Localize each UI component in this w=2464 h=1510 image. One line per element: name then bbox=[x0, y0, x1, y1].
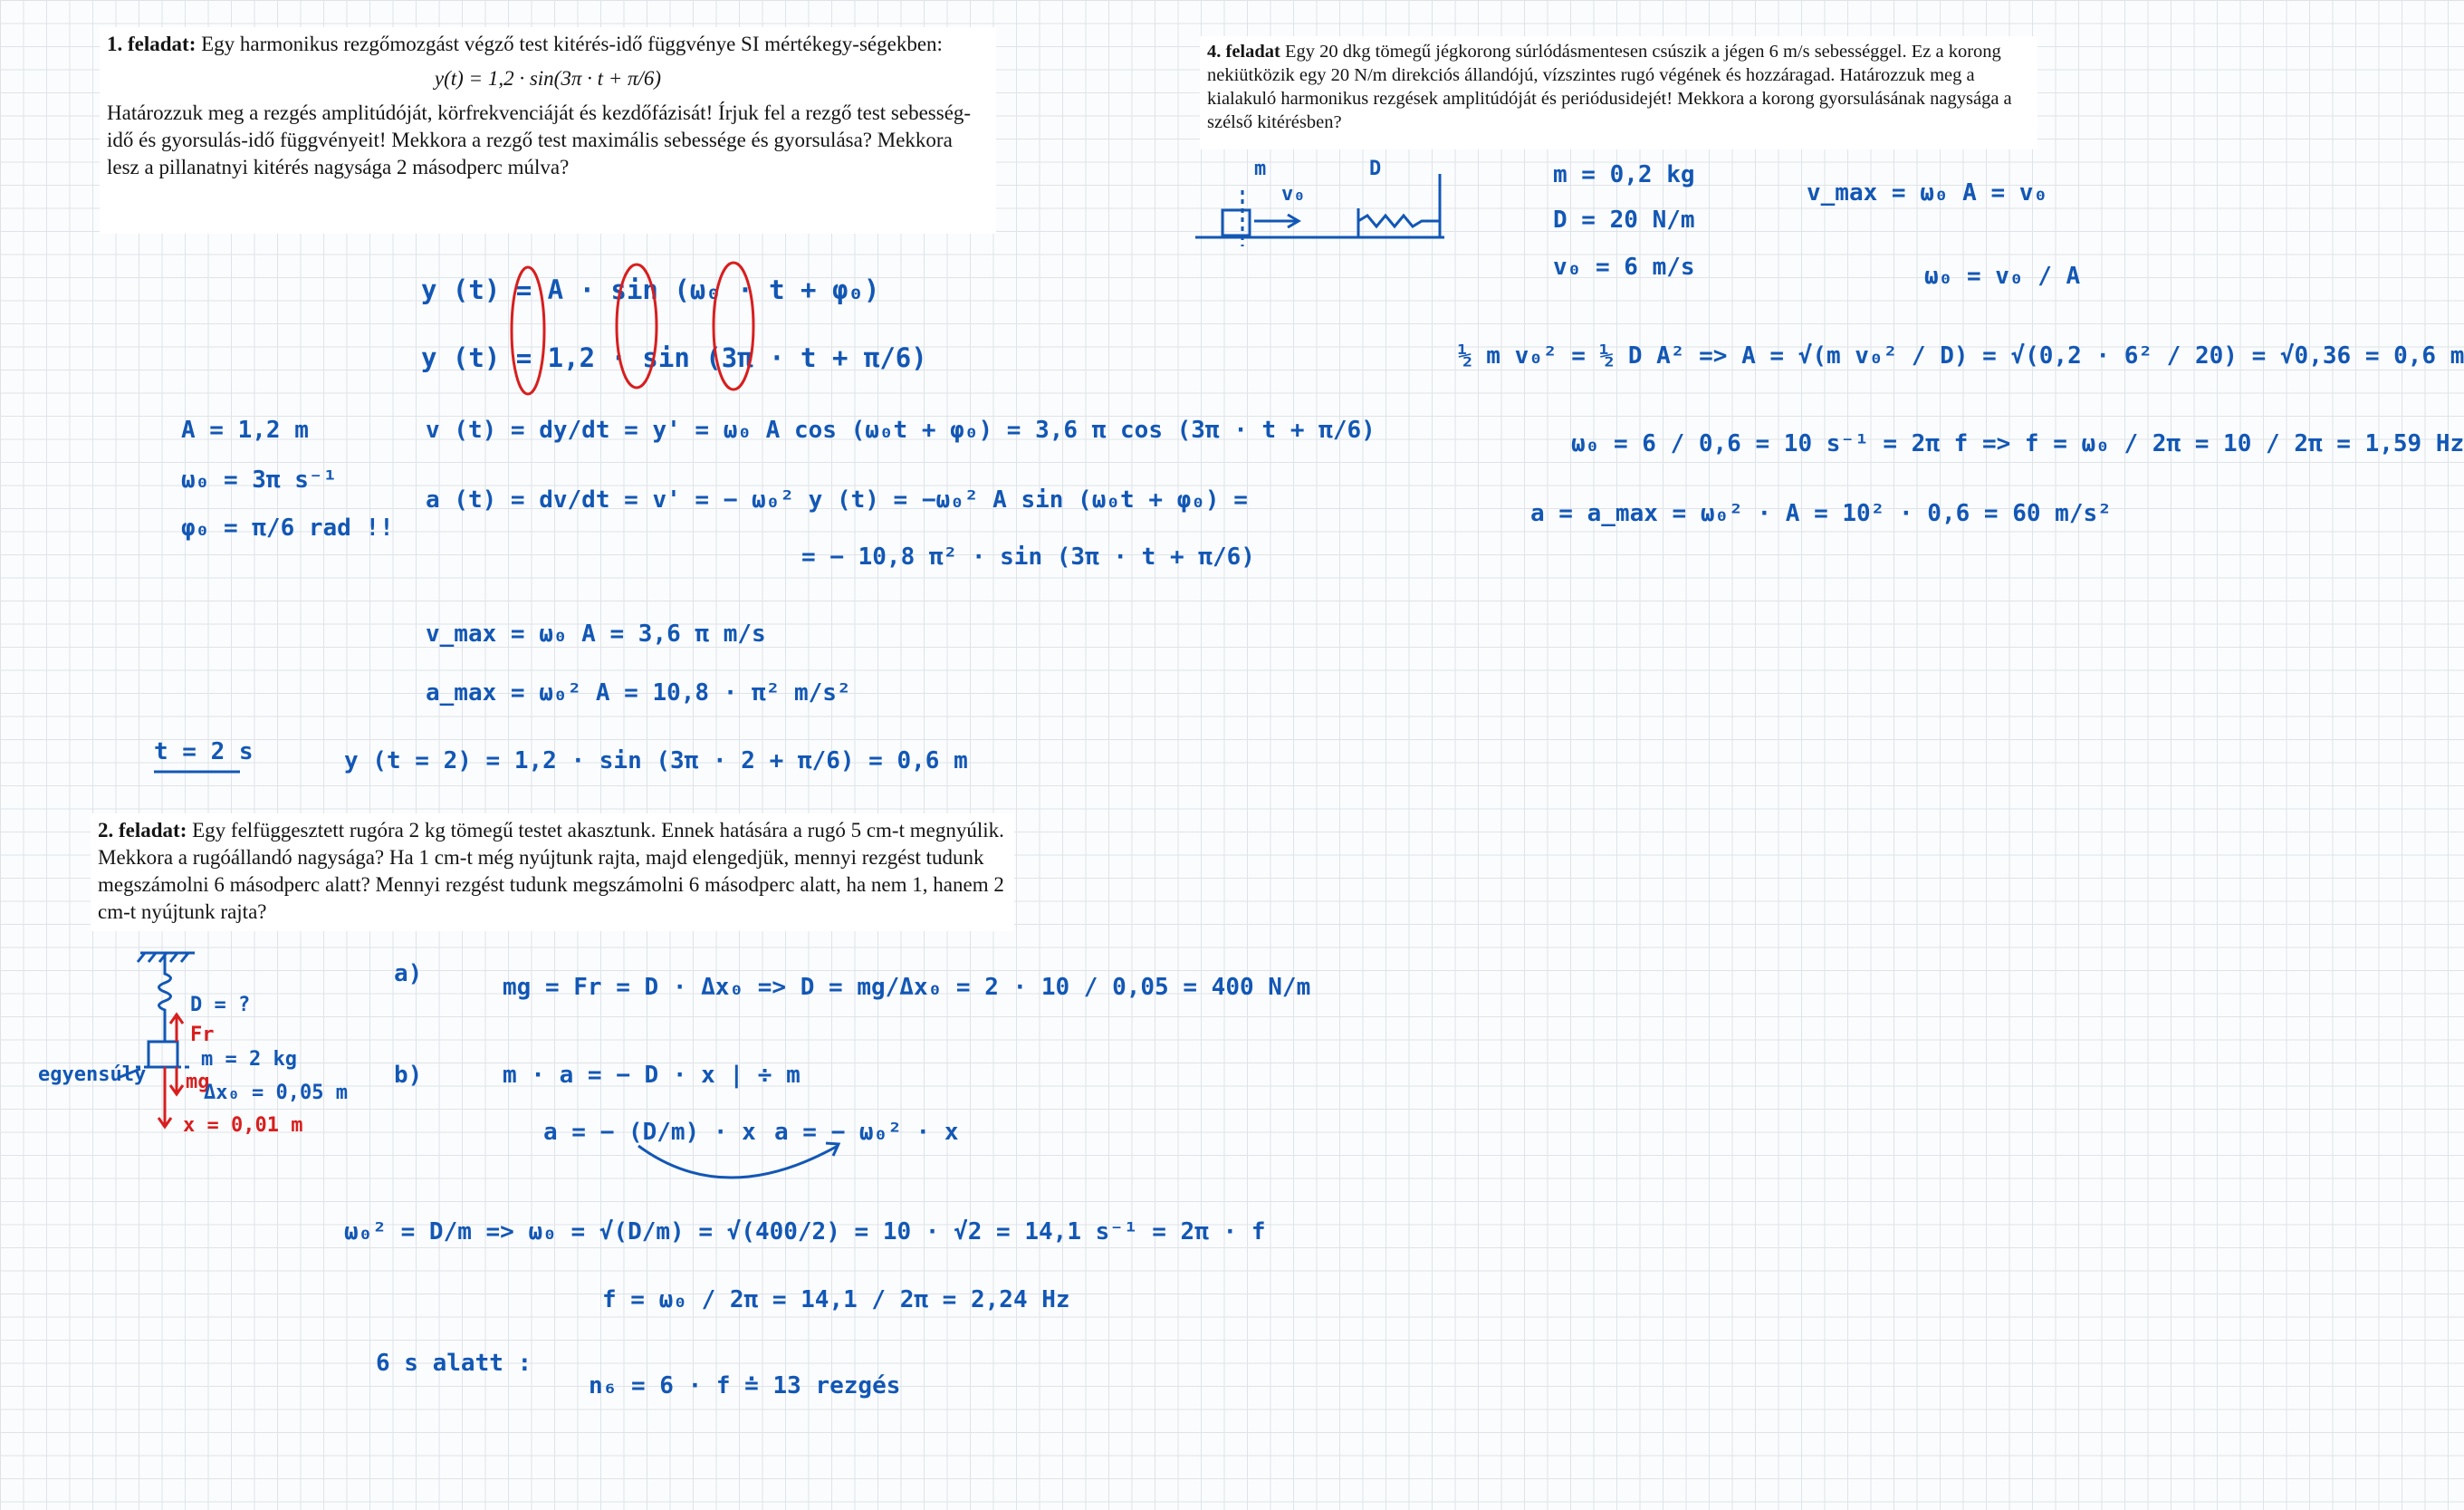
problem-2-text: Egy felfüggesztett rugóra 2 kg tömegű testet akasztunk. Ennek hatására a rugó 5 cm-t megnyúlik. Mekkora a rugóállandó nagysága? Ha 1 cm-t még nyújtunk rajta, majd elengedjük, mennyi rezgést tudunk megszámolni 6 másodperc alatt? Mennyi rezgést tudunk megszámolni 6 másodperc alatt, ha nem 1, hanem 2 cm-t nyújtunk rajta? bbox=[98, 819, 1004, 923]
hw4-diagram-mass-label: m bbox=[1254, 158, 1267, 180]
hw1-acceleration-function-1: a (t) = dv/dt = v' = − ω₀² y (t) = −ω₀² A sin (ω₀t + φ₀) = bbox=[426, 486, 1248, 514]
hw4-max-velocity: v_max = ω₀ A = v₀ bbox=[1807, 179, 2048, 207]
hw1-max-velocity: v_max = ω₀ A = 3,6 π m/s bbox=[426, 620, 766, 648]
hw4-angular-frequency: ω₀ = 6 / 0,6 = 10 s⁻¹ = 2π f => f = ω₀ / 2π = 10 / 2π = 1,59 Hz bbox=[1571, 430, 2464, 457]
force-arrows bbox=[158, 1015, 183, 1127]
problem-1-text-b: Határozzuk meg a rezgés amplitúdóját, körfrekvenciáját és kezdőfázisát! Írjuk fel a rezgő test sebesség-idő és gyorsulás-idő függvényeit! Mekkora a rezgő test maximális sebessége és gyorsulása? Mekkora lesz a pillanatnyi kitérés nagysága 2 másodperc múlva? bbox=[107, 101, 972, 178]
hw1-specific-form: y (t) = 1,2 · sin (3π · t + π/6) bbox=[421, 342, 927, 373]
hw2-part-a-label: a) bbox=[394, 960, 423, 987]
hw1-acceleration-function-2: = − 10,8 π² · sin (3π · t + π/6) bbox=[801, 543, 1255, 571]
hw2-angular-frequency: ω₀² = D/m => ω₀ = √(D/m) = √(400/2) = 10 · √2 = 14,1 s⁻¹ = 2π · f bbox=[344, 1218, 1266, 1246]
problem-4-label: 4. feladat bbox=[1207, 42, 1280, 62]
hw2-spring-constant-unknown: D = ? bbox=[190, 994, 251, 1016]
hw1-angular-frequency: ω₀ = 3π s⁻¹ bbox=[181, 466, 338, 494]
hw4-diagram-velocity-label: v₀ bbox=[1281, 183, 1306, 206]
hw2-spring-force-label: Fr bbox=[190, 1024, 215, 1046]
hw2-part-b-label: b) bbox=[394, 1062, 423, 1089]
hw2-frequency: f = ω₀ / 2π = 14,1 / 2π = 2,24 Hz bbox=[602, 1286, 1070, 1313]
hw2-oscillation-count: n₆ = 6 · f ≐ 13 rezgés bbox=[589, 1372, 901, 1399]
spring-diagram bbox=[118, 953, 195, 1078]
hw4-omega-from-velocity: ω₀ = v₀ / A bbox=[1924, 263, 2081, 290]
hw2-part-b-left: a = − (D/m) · x bbox=[543, 1119, 756, 1146]
hw4-acceleration: a = a_max = ω₀² · A = 10² · 0,6 = 60 m/s² bbox=[1530, 500, 2112, 527]
circle-omega bbox=[617, 264, 657, 388]
hw2-extra-displacement: x = 0,01 m bbox=[183, 1114, 303, 1137]
hw2-gravity-label: mg bbox=[186, 1071, 210, 1093]
comparison-arrow bbox=[638, 1146, 838, 1178]
hw1-amplitude: A = 1,2 m bbox=[181, 417, 309, 444]
hw1-velocity-function: v (t) = dy/dt = y' = ω₀ A cos (ω₀t + φ₀) = 3,6 π cos (3π · t + π/6) bbox=[426, 417, 1376, 444]
hw4-mass: m = 0,2 kg bbox=[1553, 161, 1695, 188]
hw4-energy-equation: ½ m v₀² = ½ D A² => A = √(m v₀² / D) = √(0,2 · 6² / 20) = √0,36 = 0,6 m bbox=[1458, 342, 2464, 370]
hw2-six-seconds-label: 6 s alatt : bbox=[376, 1350, 532, 1377]
problem-2-label: 2. feladat: bbox=[98, 819, 187, 842]
hw4-initial-velocity: v₀ = 6 m/s bbox=[1553, 254, 1695, 281]
hw2-part-a-equation: mg = Fr = D · Δx₀ => D = mg/Δx₀ = 2 · 10 / 0,05 = 400 N/m bbox=[503, 974, 1311, 1001]
hw2-equilibrium-label: egyensúly bbox=[38, 1063, 147, 1086]
hw1-initial-phase: φ₀ = π/6 rad !! bbox=[181, 515, 394, 542]
hw2-part-b-right: a = − ω₀² · x bbox=[774, 1119, 959, 1146]
hw2-mass: m = 2 kg bbox=[201, 1048, 297, 1071]
problem-1-label: 1. feladat: bbox=[107, 33, 197, 55]
hw4-diagram-spring-label: D bbox=[1369, 158, 1382, 180]
puck-spring-diagram bbox=[1195, 174, 1444, 246]
circle-amplitude bbox=[512, 267, 544, 394]
hw1-max-acceleration: a_max = ω₀² A = 10,8 · π² m/s² bbox=[426, 679, 851, 707]
problem-1-formula: y(t) = 1,2 · sin(3π · t + π/6) bbox=[434, 67, 662, 90]
hw4-spring-constant: D = 20 N/m bbox=[1553, 207, 1695, 234]
hw2-extension: Δx₀ = 0,05 m bbox=[204, 1082, 348, 1104]
problem-4-text: Egy 20 dkg tömegű jégkorong súrlódásmentesen csúszik a jégen 6 m/s sebességgel. Ez a korong nekiütközik egy 20 N/m direkciós állandójú, vízszintes rugó végének és hozzáragad. Határozzuk meg a kialakuló harmonikus rezgések amplitúdóját és periódusidejét! Mekkora a korong gyorsulásának nagysága a szélső kitérésben? bbox=[1207, 42, 2012, 132]
hw1-time-label: t = 2 s bbox=[154, 738, 254, 765]
hw2-part-b-equation: m · a = − D · x | ÷ m bbox=[503, 1062, 801, 1089]
circle-phase bbox=[714, 263, 753, 390]
hw1-displacement-at-2s: y (t = 2) = 1,2 · sin (3π · 2 + π/6) = 0,6 m bbox=[344, 747, 968, 774]
hw1-general-form: y (t) = A · sin (ω₀ · t + φ₀) bbox=[421, 274, 880, 305]
problem-1-text-a: Egy harmonikus rezgőmozgást végző test kitérés-idő függvénye SI mértékegy-ségekben: bbox=[201, 33, 943, 55]
